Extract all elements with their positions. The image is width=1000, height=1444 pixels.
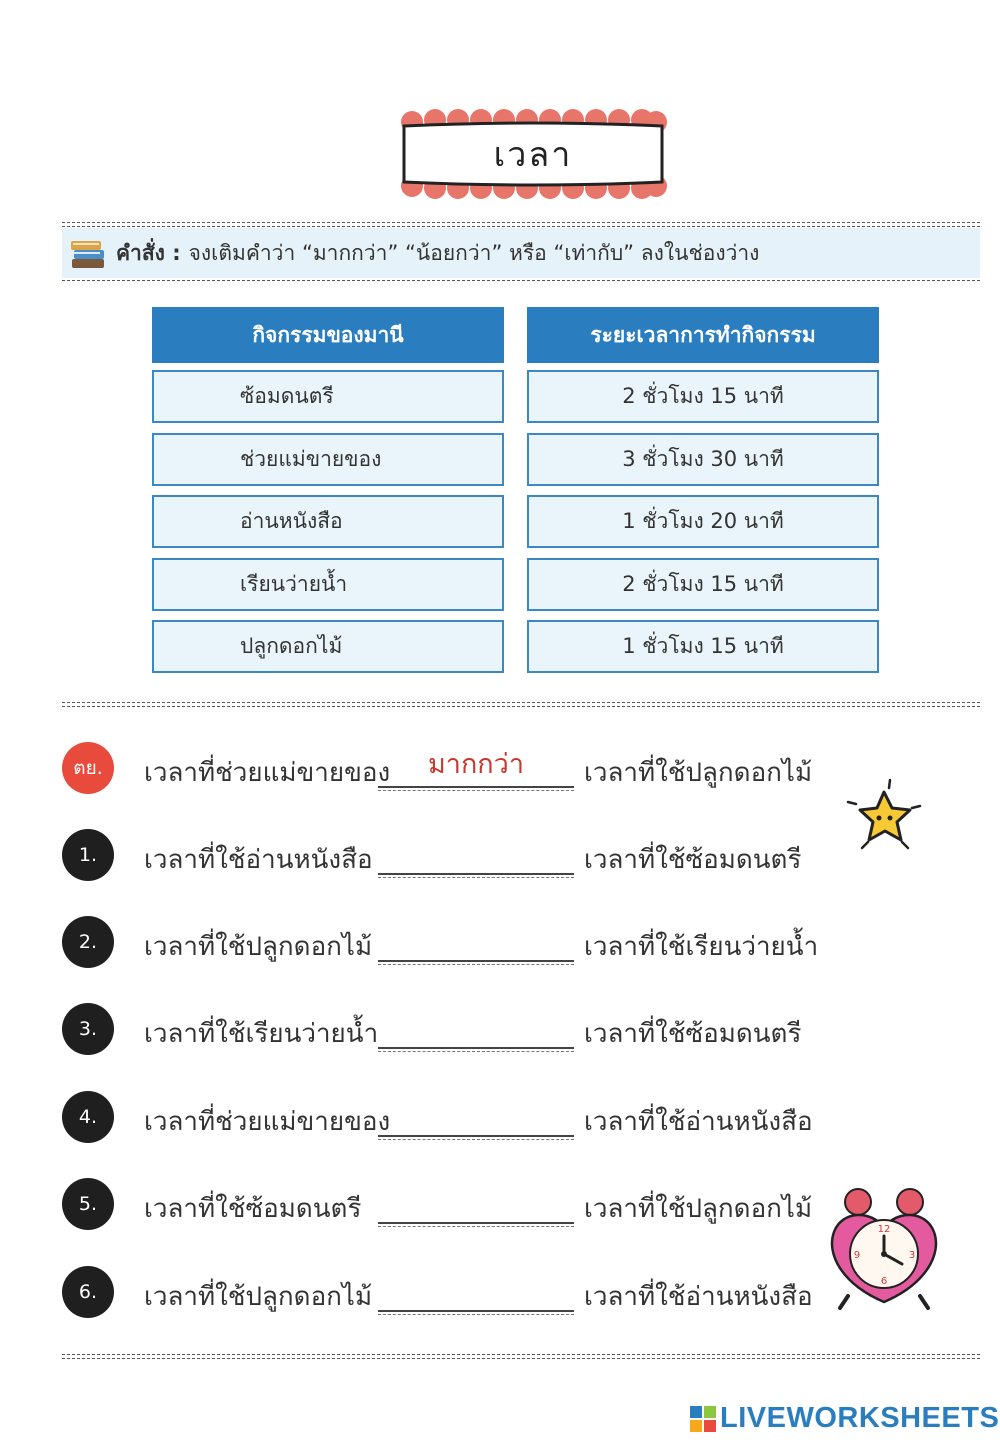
table-cell-activity: เรียนว่ายน้ำ [152,558,504,611]
table-cell-duration: 1 ชั่วโมง 15 นาที [527,620,879,673]
question-2 [60,912,820,972]
blank-underline [378,1314,574,1315]
answer-input-5[interactable] [378,1184,574,1224]
table-cell-duration: 2 ชั่วโมง 15 นาที [527,558,879,611]
divider [62,1358,980,1359]
question-5 [60,1174,820,1234]
question-1 [60,825,820,885]
instruction-text: จงเติมคำว่า “มากกว่า” “น้อยกว่า” หรือ “เท่ากับ” ลงในช่องว่าง [188,240,760,265]
question-left-text: เวลาที่ใช้ปลูกดอกไม้ [144,932,373,962]
question-number-badge: 5. [62,1178,114,1230]
table-cell-activity: ปลูกดอกไม้ [152,620,504,673]
svg-text:6: 6 [880,1276,888,1287]
divider [62,702,980,703]
table-cell-duration: 1 ชั่วโมง 20 นาที [527,495,879,548]
instruction-bar [62,228,980,278]
alarm-clock-icon [822,1184,946,1314]
brand-name: LIVEWORKSHEETS [720,1402,1000,1434]
question-left-text: เวลาที่ใช้ปลูกดอกไม้ [144,1282,373,1312]
question-left-text: เวลาที่ช่วยแม่ขายของ [144,758,391,788]
answer-input-3[interactable] [378,1009,574,1049]
svg-text:9: 9 [853,1250,861,1261]
blank-underline [378,1051,574,1052]
question-left-text: เวลาที่ช่วยแม่ขายของ [144,1107,391,1137]
answer-input-1[interactable] [378,835,574,875]
question-number-badge: 2. [62,916,114,968]
table-header-duration: ระยะเวลาการทำกิจกรรม [527,307,879,363]
question-left-text: เวลาที่ใช้เรียนว่ายน้ำ [144,1019,379,1049]
blank-underline [378,790,574,791]
table-cell-activity: ช่วยแม่ขายของ [152,433,504,486]
example-badge: ตย. [62,742,114,794]
question-6 [60,1262,820,1322]
svg-text:12: 12 [877,1224,891,1235]
question-right-text: เวลาที่ใช้อ่านหนังสือ [584,1107,813,1137]
question-number-badge: 3. [62,1003,114,1055]
question-number-badge: 4. [62,1091,114,1143]
divider [62,222,980,223]
question-number-badge: 6. [62,1266,114,1318]
divider [62,226,980,227]
svg-text:3: 3 [908,1250,916,1261]
example-answer: มากกว่า [378,748,574,788]
question-right-text: เวลาที่ใช้เรียนว่ายน้ำ [584,932,819,962]
question-left-text: เวลาที่ใช้อ่านหนังสือ [144,845,373,875]
table-cell-duration: 3 ชั่วโมง 30 นาที [527,433,879,486]
answer-input-2[interactable] [378,922,574,962]
divider [62,1354,980,1355]
blank-underline [378,1139,574,1140]
page-title: เวลา [493,135,573,175]
answer-input-4[interactable] [378,1097,574,1137]
question-example [60,738,820,798]
star-icon [842,776,926,856]
blank-underline [378,1226,574,1227]
liveworksheets-icon [690,1406,716,1432]
instruction-label: คำสั่ง : [116,240,181,265]
table-cell-activity: อ่านหนังสือ [152,495,504,548]
table-header-activity: กิจกรรมของมานี [152,307,504,363]
question-right-text: เวลาที่ใช้ซ้อมดนตรี [584,845,802,875]
answer-input-6[interactable] [378,1272,574,1312]
books-icon [68,235,108,271]
question-right-text: เวลาที่ใช้ปลูกดอกไม้ [584,1194,813,1224]
question-right-text: เวลาที่ใช้อ่านหนังสือ [584,1282,813,1312]
blank-underline [378,877,574,878]
divider [62,280,980,281]
table-cell-duration: 2 ชั่วโมง 15 นาที [527,370,879,423]
question-number-badge: 1. [62,829,114,881]
question-right-text: เวลาที่ใช้ซ้อมดนตรี [584,1019,802,1049]
divider [62,706,980,707]
blank-underline [378,964,574,965]
table-cell-activity: ซ้อมดนตรี [152,370,504,423]
liveworksheets-logo [690,1402,999,1435]
question-right-text: เวลาที่ใช้ปลูกดอกไม้ [584,758,813,788]
question-4 [60,1087,820,1147]
title-banner [398,108,668,200]
question-3 [60,999,820,1059]
question-left-text: เวลาที่ใช้ซ้อมดนตรี [144,1194,362,1224]
